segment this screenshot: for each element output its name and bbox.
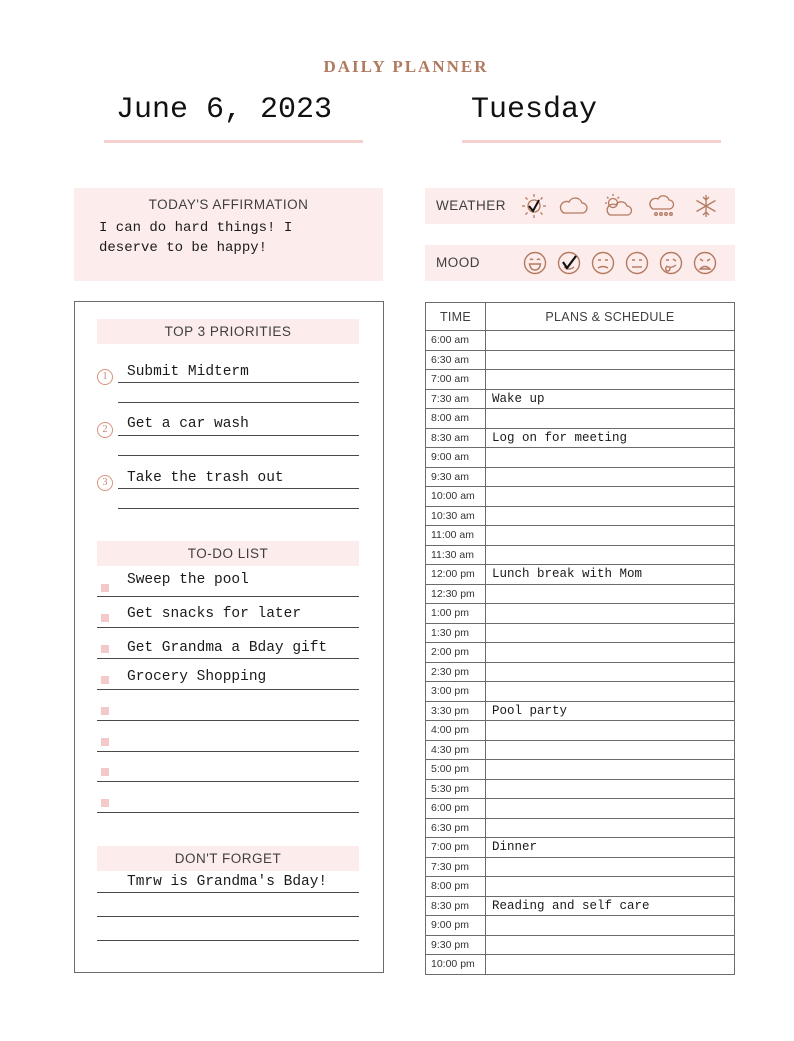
dont-forget-line xyxy=(97,916,359,917)
priority-number: 3 xyxy=(97,475,113,491)
dont-forget-header xyxy=(97,846,359,871)
plan-cell[interactable] xyxy=(486,526,735,546)
date-underline xyxy=(104,140,363,143)
todo-line xyxy=(97,658,359,659)
plan-cell[interactable] xyxy=(486,545,735,565)
time-slot: 1:30 pm xyxy=(426,623,486,643)
schedule-row xyxy=(426,487,735,507)
schedule-row xyxy=(426,916,735,936)
affirmation-line: I can do hard things! I xyxy=(99,220,293,236)
todo-item[interactable]: Get Grandma a Bday gift xyxy=(127,640,328,656)
schedule-row xyxy=(426,428,735,448)
time-slot: 10:30 am xyxy=(426,506,486,526)
plan-cell[interactable] xyxy=(486,584,735,604)
todo-checkbox[interactable] xyxy=(101,614,109,622)
rain-icon[interactable] xyxy=(650,196,674,215)
plan-cell[interactable]: Wake up xyxy=(486,389,735,409)
affirmation-box xyxy=(74,188,383,281)
schedule-row xyxy=(426,389,735,409)
partly-cloudy-icon[interactable] xyxy=(605,194,632,215)
time-slot: 7:00 pm xyxy=(426,838,486,858)
plan-cell[interactable] xyxy=(486,467,735,487)
time-slot: 5:30 pm xyxy=(426,779,486,799)
schedule-row xyxy=(426,779,735,799)
plan-cell[interactable] xyxy=(486,409,735,429)
todo-header xyxy=(97,541,359,566)
dont-forget-line xyxy=(97,940,359,941)
dont-forget-line xyxy=(97,892,359,893)
schedule-row xyxy=(426,662,735,682)
todo-item[interactable]: Get snacks for later xyxy=(127,606,302,622)
plan-cell[interactable]: Pool party xyxy=(486,701,735,721)
todo-checkbox[interactable] xyxy=(101,645,109,653)
schedule-row xyxy=(426,409,735,429)
priority-line xyxy=(118,435,359,436)
weather-bar xyxy=(425,188,735,224)
time-slot: 9:00 am xyxy=(426,448,486,468)
schedule-row xyxy=(426,877,735,897)
schedule-row xyxy=(426,467,735,487)
time-slot: 3:30 pm xyxy=(426,701,486,721)
plan-cell[interactable] xyxy=(486,818,735,838)
plan-cell[interactable] xyxy=(486,955,735,975)
todo-checkbox[interactable] xyxy=(101,584,109,592)
plan-cell[interactable] xyxy=(486,721,735,741)
plan-cell[interactable] xyxy=(486,740,735,760)
sun-icon[interactable] xyxy=(522,194,546,218)
affirmation-label: TODAY'S AFFIRMATION xyxy=(148,197,309,212)
day-underline xyxy=(462,140,721,143)
laughing-face-icon[interactable] xyxy=(525,253,546,274)
schedule-row xyxy=(426,721,735,741)
plan-cell[interactable] xyxy=(486,506,735,526)
plan-cell[interactable] xyxy=(486,370,735,390)
plan-cell[interactable] xyxy=(486,331,735,351)
plan-cell[interactable] xyxy=(486,448,735,468)
schedule-body xyxy=(426,331,735,975)
affirmation-text[interactable] xyxy=(99,218,292,258)
plan-cell[interactable]: Log on for meeting xyxy=(486,428,735,448)
schedule-row xyxy=(426,740,735,760)
time-slot: 11:00 am xyxy=(426,526,486,546)
todo-line xyxy=(97,720,359,721)
time-slot: 6:30 pm xyxy=(426,818,486,838)
priority-item[interactable]: Get a car wash xyxy=(127,416,249,432)
schedule-row xyxy=(426,331,735,351)
time-slot: 4:30 pm xyxy=(426,740,486,760)
schedule-row xyxy=(426,623,735,643)
priority-number: 1 xyxy=(97,369,113,385)
todo-checkbox[interactable] xyxy=(101,707,109,715)
todo-label: TO-DO LIST xyxy=(187,546,269,561)
weather-icons xyxy=(520,192,730,220)
weather-label: WEATHER xyxy=(436,198,506,213)
time-slot: 10:00 pm xyxy=(426,955,486,975)
schedule-row xyxy=(426,701,735,721)
time-slot: 9:30 am xyxy=(426,467,486,487)
plan-cell[interactable] xyxy=(486,487,735,507)
priorities-header xyxy=(97,319,359,344)
date-text[interactable]: June 6, 2023 xyxy=(116,93,333,127)
time-slot: 8:30 pm xyxy=(426,896,486,916)
plan-cell[interactable]: Lunch break with Mom xyxy=(486,565,735,585)
todo-line xyxy=(97,751,359,752)
time-slot: 1:00 pm xyxy=(426,604,486,624)
priority-line xyxy=(118,402,359,403)
plan-cell[interactable] xyxy=(486,799,735,819)
schedule-row xyxy=(426,370,735,390)
time-slot: 7:00 am xyxy=(426,370,486,390)
todo-line xyxy=(97,627,359,628)
todo-item[interactable]: Sweep the pool xyxy=(127,572,249,588)
todo-checkbox[interactable] xyxy=(101,738,109,746)
plan-cell[interactable] xyxy=(486,623,735,643)
plan-cell[interactable] xyxy=(486,350,735,370)
mood-label: MOOD xyxy=(436,255,480,270)
snowflake-icon[interactable] xyxy=(697,195,716,217)
schedule-row xyxy=(426,350,735,370)
plans-column-header: PLANS & SCHEDULE xyxy=(486,303,735,331)
time-slot: 12:00 pm xyxy=(426,565,486,585)
schedule-row xyxy=(426,838,735,858)
time-slot: 6:00 pm xyxy=(426,799,486,819)
mood-bar xyxy=(425,245,735,281)
todo-line xyxy=(97,781,359,782)
schedule-row xyxy=(426,526,735,546)
todo-line xyxy=(97,812,359,813)
time-column-header: TIME xyxy=(426,303,486,331)
plan-cell[interactable] xyxy=(486,604,735,624)
time-slot: 12:30 pm xyxy=(426,584,486,604)
schedule-row xyxy=(426,857,735,877)
todo-checkbox[interactable] xyxy=(101,768,109,776)
time-slot: 2:30 pm xyxy=(426,662,486,682)
time-slot: 8:00 am xyxy=(426,409,486,429)
neutral-face-icon[interactable] xyxy=(593,253,614,274)
plan-cell[interactable]: Dinner xyxy=(486,838,735,858)
schedule-row xyxy=(426,545,735,565)
todo-line xyxy=(97,689,359,690)
upset-face-icon[interactable] xyxy=(695,253,716,274)
todo-checkbox[interactable] xyxy=(101,676,109,684)
schedule-table xyxy=(425,302,735,975)
schedule-row xyxy=(426,955,735,975)
schedule-row xyxy=(426,584,735,604)
plan-cell[interactable] xyxy=(486,779,735,799)
plan-cell[interactable] xyxy=(486,643,735,663)
plan-cell[interactable] xyxy=(486,935,735,955)
plan-cell[interactable] xyxy=(486,682,735,702)
time-slot: 6:30 am xyxy=(426,350,486,370)
schedule-row xyxy=(426,604,735,624)
plan-cell[interactable] xyxy=(486,857,735,877)
mood-icons xyxy=(520,249,730,277)
schedule-row xyxy=(426,448,735,468)
time-slot: 11:30 am xyxy=(426,545,486,565)
priority-line xyxy=(118,488,359,489)
plan-cell[interactable]: Reading and self care xyxy=(486,896,735,916)
schedule-row xyxy=(426,896,735,916)
schedule-row xyxy=(426,565,735,585)
time-slot: 8:30 am xyxy=(426,428,486,448)
schedule-row xyxy=(426,799,735,819)
time-slot: 9:30 pm xyxy=(426,935,486,955)
schedule-row xyxy=(426,506,735,526)
smiling-face-icon[interactable] xyxy=(559,253,580,274)
priority-line xyxy=(118,508,359,509)
schedule-row xyxy=(426,760,735,780)
time-slot: 7:30 pm xyxy=(426,857,486,877)
time-slot: 9:00 pm xyxy=(426,916,486,936)
dont-forget-note[interactable]: Tmrw is Grandma's Bday! xyxy=(127,874,328,890)
time-slot: 2:00 pm xyxy=(426,643,486,663)
plan-cell[interactable] xyxy=(486,662,735,682)
schedule-row xyxy=(426,682,735,702)
schedule-row xyxy=(426,935,735,955)
time-slot: 4:00 pm xyxy=(426,721,486,741)
priority-item[interactable]: Take the trash out xyxy=(127,470,284,486)
plan-cell[interactable] xyxy=(486,760,735,780)
cloud-icon[interactable] xyxy=(560,198,587,213)
time-slot: 8:00 pm xyxy=(426,877,486,897)
plan-cell[interactable] xyxy=(486,877,735,897)
todo-item[interactable]: Grocery Shopping xyxy=(127,669,267,685)
dont-forget-label: DON'T FORGET xyxy=(174,851,282,866)
schedule-row xyxy=(426,818,735,838)
tongue-face-icon[interactable] xyxy=(661,253,682,274)
todo-checkbox[interactable] xyxy=(101,799,109,807)
priority-line xyxy=(118,455,359,456)
time-slot: 5:00 pm xyxy=(426,760,486,780)
schedule-header-row xyxy=(426,303,735,331)
priority-number: 2 xyxy=(97,422,113,438)
day-text[interactable]: Tuesday xyxy=(471,93,598,127)
schedule-row xyxy=(426,643,735,663)
todo-line xyxy=(97,596,359,597)
priority-line xyxy=(118,382,359,383)
time-slot: 6:00 am xyxy=(426,331,486,351)
priorities-label: TOP 3 PRIORITIES xyxy=(164,324,292,339)
priority-item[interactable]: Submit Midterm xyxy=(127,364,249,380)
affirmation-line: deserve to be happy! xyxy=(99,240,268,256)
time-slot: 7:30 am xyxy=(426,389,486,409)
page-title: DAILY PLANNER xyxy=(323,57,489,76)
time-slot: 3:00 pm xyxy=(426,682,486,702)
time-slot: 10:00 am xyxy=(426,487,486,507)
unsure-face-icon[interactable] xyxy=(627,253,648,274)
plan-cell[interactable] xyxy=(486,916,735,936)
